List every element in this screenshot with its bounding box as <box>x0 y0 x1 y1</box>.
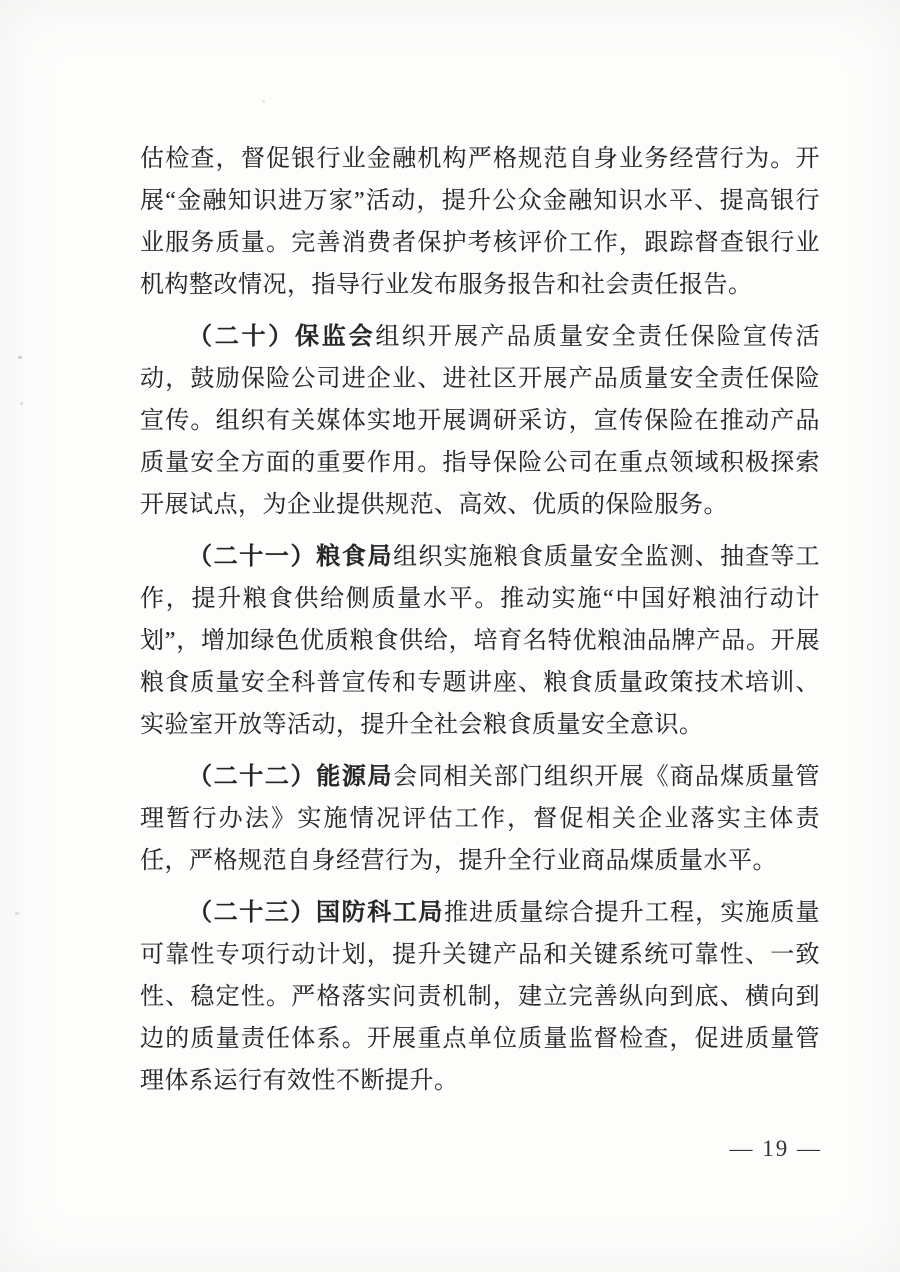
paragraph-item-21 <box>140 536 820 746</box>
paragraph-item-22 <box>140 756 820 882</box>
paragraph-body: 组织开展产品质量安全责任保险宣传活动，鼓励保险公司进企业、进社区开展产品质量安全责任保险宣传。组织有关媒体实地开展调研采访，宣传保险在推动产品质量安全方面的重要作用。指导保险公司在重点领域积极探索开展试点，为企业提供规范、高效、优质的保险服务。 <box>140 324 821 518</box>
scan-speck <box>262 100 265 103</box>
paragraph-body: 会同相关部门组织开展《商品煤质量管理暂行办法》实施情况评估工作，督促相关企业落实主体责任，严格规范自身经营行为，提升全行业商品煤质量水平。 <box>140 764 821 874</box>
scan-speck <box>18 356 22 359</box>
scan-speck <box>15 912 19 915</box>
paragraph-lead: （二十三）国防科工局 <box>188 899 445 926</box>
paragraph-continuation <box>140 138 820 306</box>
body-text-block <box>140 138 820 1112</box>
paragraph-body: 估检查，督促银行业金融机构严格规范自身业务经营行为。开展“金融知识进万家”活动，提升公众金融知识水平、提高银行业服务质量。完善消费者保护考核评价工作，跟踪督查银行业机构整改情况，指导行业发布服务报告和社会责任报告。 <box>140 146 820 298</box>
paragraph-item-23 <box>140 892 820 1102</box>
scan-speck <box>20 402 23 405</box>
paragraph-item-20 <box>140 316 820 526</box>
page-number: — 19 — <box>729 1136 822 1161</box>
paragraph-body: 推进质量综合提升工程，实施质量可靠性专项行动计划，提升关键产品和关键系统可靠性、一致性、稳定性。严格落实问责机制，建立完善纵向到底、横向到边的质量责任体系。开展重点单位质量监督检查，促进质量管理体系运行有效性不断提升。 <box>140 900 821 1094</box>
paragraph-lead: （二十一）粮食局 <box>188 543 394 570</box>
paragraph-lead: （二十二）能源局 <box>188 763 394 790</box>
paragraph-lead: （二十）保监会 <box>188 323 376 350</box>
paragraph-body: 组织实施粮食质量安全监测、抽查等工作，提升粮食供给侧质量水平。推动实施“中国好粮油行动计划”，增加绿色优质粮食供给，培育名特优粮油品牌产品。开展粮食质量安全科普宣传和专题讲座、粮食质量政策技术培训、实验室开放等活动，提升全社会粮食质量安全意识。 <box>140 544 821 738</box>
